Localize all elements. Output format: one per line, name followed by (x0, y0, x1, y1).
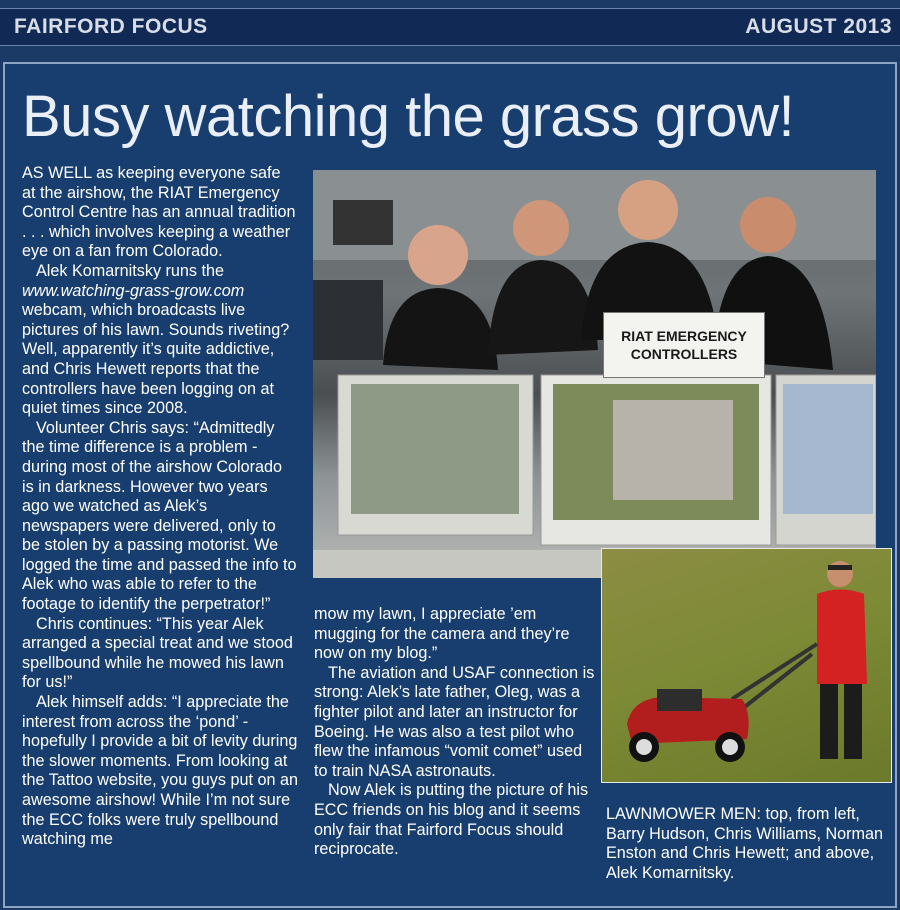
controllers-photo-illustration (313, 170, 876, 578)
publication-name: FAIRFORD FOCUS (14, 15, 208, 38)
paragraph-text: Alek Komarnitsky runs the (36, 261, 225, 280)
paragraph (22, 262, 298, 419)
paragraph: mow my lawn, I appreciate ’em mugging for the camera and they’re now on my blog.” (314, 605, 570, 663)
sign-line: CONTROLLERS (630, 346, 738, 362)
masthead-bar (0, 8, 900, 46)
issue-date: AUGUST 2013 (745, 15, 892, 38)
lawnmower-photo (601, 548, 892, 783)
webcam-link[interactable]: www.watching-grass-grow.com (22, 281, 245, 300)
paragraph: The aviation and USAF connection is strong: Alek’s late father, Oleg, was a fighter pilot and later an instructor for Boeing. He was also a test pilot who flew the infamous “vomit comet” used to train NASA astronauts. (314, 663, 595, 780)
controllers-sign (603, 312, 765, 378)
paragraph: Chris continues: “This year Alek arranged a special treat and we stood spellbound while he mowed his lawn for us!” (22, 614, 293, 692)
article-column-2 (314, 605, 596, 860)
paragraph: Alek himself adds: “I appreciate the interest from across the ‘pond’ - hopefully I provide a bit of levity during the slower moments. From looking at the Tattoo website, you guys put on an awesome airshow! While I’m not sure the ECC folks were truly spellbound watching me (22, 693, 298, 849)
controllers-photo (313, 170, 876, 578)
article-headline: Busy watching the grass grow! (22, 84, 795, 149)
paragraph: Now Alek is putting the picture of his ECC friends on his blog and it seems only fair that Fairford Focus should reciprocate. (314, 781, 589, 859)
lawnmower-photo-illustration (602, 549, 891, 782)
paragraph-text: webcam, which broadcasts live pictures of his lawn. Sounds riveting? Well, apparently it’s quite addictive, and Chris Hewett reports that the controllers have been logging on at quiet times since 2008. (22, 301, 290, 418)
article-column-1 (22, 164, 298, 850)
paragraph: AS WELL as keeping everyone safe at the airshow, the RIAT Emergency Control Centre has an annual tradition . . . which involves keeping a weather eye on a fan from Colorado. (22, 164, 296, 261)
paragraph: Volunteer Chris says: “Admittedly the time difference is a problem - during most of the airshow Colorado is in darkness. However two years ago we watched as Alek’s newspapers were delivered, only to be stolen by a passing motorist. We logged the time and passed the info to Alek who was able to refer to the footage to identify the perpetrator!” (22, 418, 297, 614)
sign-line: RIAT EMERGENCY (621, 328, 747, 344)
photo-caption: LAWNMOWER MEN: top, from left, Barry Hudson, Chris Williams, Norman Enston and Chris Hewett; and above, Alek Komarnitsky. (606, 805, 884, 882)
